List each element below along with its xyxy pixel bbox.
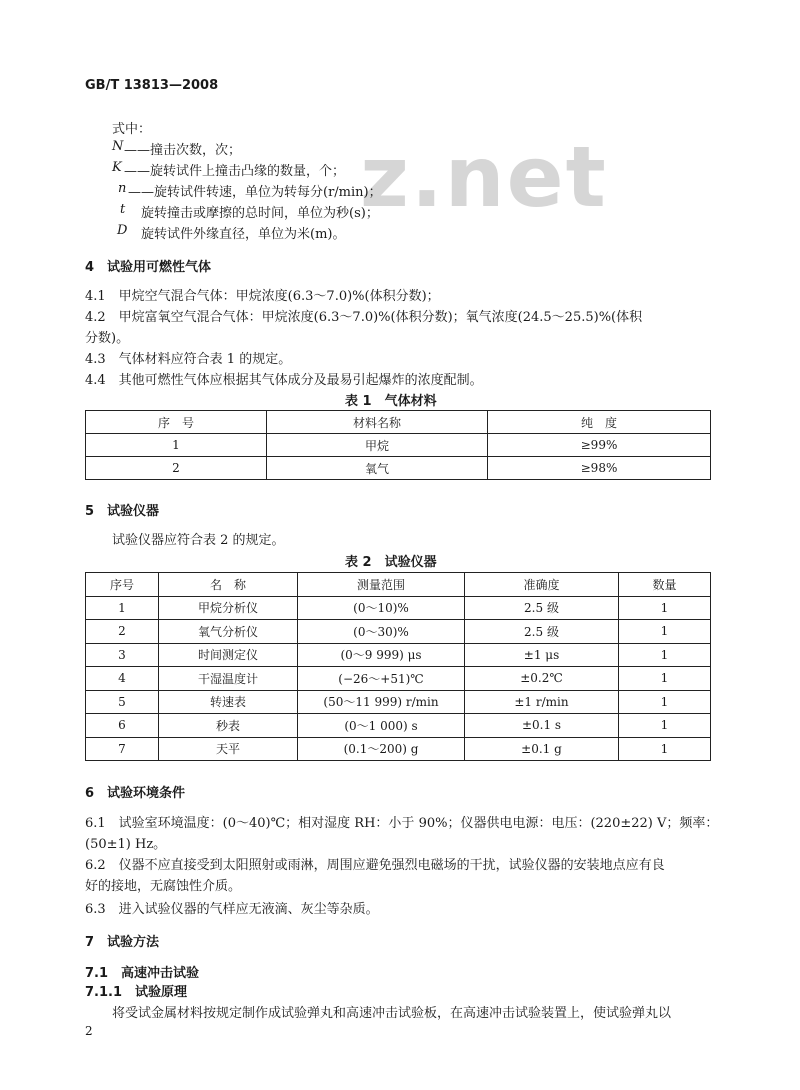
table-cell: 1 [619,714,711,738]
table-cell: ±0.1 g [465,737,619,761]
clause-6-2: 6.2 仪器不应直接受到太阳照射或雨淋，周围应避免强烈电磁场的干扰，试验仪器的安装地点应有良 [85,858,665,873]
page-number: 2 [85,1024,93,1038]
table-cell: 转速表 [159,690,298,714]
table-row [86,714,711,738]
var-description: ——旋转试件上撞击凸缘的数量，个； [124,164,346,179]
clause-7-1-heading: 7.1 高速冲击试验 [85,966,200,981]
var-symbol: D [117,223,128,238]
table-header-row [86,411,711,434]
table-cell: ≥98% [488,457,711,480]
clause-4-2-continued: 分数)。 [85,331,130,346]
table-cell: 1 [619,690,711,714]
section-7-heading: 7 试验方法 [85,935,160,950]
var-description: ——撞击次数，次； [124,143,242,158]
clause-7-1-1-text: 将受试金属材料按规定制作成试验弹丸和高速冲击试验板，在高速冲击试验装置上，使试验弹丸以 [112,1006,672,1021]
table-cell: (50～11 999) r/min [298,690,465,714]
table-cell: 甲烷分析仪 [159,596,298,620]
table-cell: 6 [86,714,159,738]
column-header: 材料名称 [267,411,488,434]
var-symbol: N [112,139,124,154]
table-1-caption: 表 1 气体材料 [345,394,437,409]
table-cell: 4 [86,667,159,691]
section-6-heading: 6 试验环境条件 [85,786,186,801]
table-cell: 7 [86,737,159,761]
column-header: 名 称 [159,573,298,597]
table-cell: 1 [619,596,711,620]
var-symbol: t [120,202,126,217]
clause-4-4: 4.4 其他可燃性气体应根据其气体成分及最易引起爆炸的浓度配制。 [85,373,483,388]
table-cell: ±1 μs [465,643,619,667]
formula-where-label: 式中： [112,122,152,137]
table-row [86,596,711,620]
table-cell: (0～10)% [298,596,465,620]
column-header: 纯 度 [488,411,711,434]
table-cell: 1 [619,643,711,667]
table-cell: 秒表 [159,714,298,738]
table-cell: 2.5 级 [465,620,619,644]
table-cell: 干湿温度计 [159,667,298,691]
table-cell: ≥99% [488,434,711,457]
table-cell: 氧气分析仪 [159,620,298,644]
var-symbol: n [118,181,127,196]
table-row [86,620,711,644]
var-symbol: K [112,160,122,175]
table-cell: 3 [86,643,159,667]
column-header: 序号 [86,573,159,597]
var-description: 旋转撞击或摩擦的总时间，单位为秒(s)； [141,206,379,221]
table-cell: (−26～+51)℃ [298,667,465,691]
table-cell: 2 [86,457,267,480]
column-header: 准确度 [465,573,619,597]
table-cell: ±0.1 s [465,714,619,738]
test-instruments-table [85,572,711,761]
table-cell: (0～30)% [298,620,465,644]
table-cell: 2.5 级 [465,596,619,620]
standard-header: GB/T 13813—2008 [85,78,219,93]
table-cell: 5 [86,690,159,714]
section-5-text: 试验仪器应符合表 2 的规定。 [112,533,285,548]
table-row [86,434,711,457]
table-cell: 1 [86,434,267,457]
table-cell: ±0.2℃ [465,667,619,691]
table-cell: ±1 r/min [465,690,619,714]
table-cell: 1 [619,737,711,761]
table-cell: (0～9 999) μs [298,643,465,667]
table-cell: 天平 [159,737,298,761]
clause-6-1: 6.1 试验室环境温度：(0～40)℃；相对湿度 RH：小于 90%；仪器供电电源：电压：(220±22) V；频率： [85,816,719,831]
clause-6-3: 6.3 进入试验仪器的气样应无液滴、灰尘等杂质。 [85,902,379,917]
table-2-caption: 表 2 试验仪器 [345,555,437,570]
table-cell: (0～1 000) s [298,714,465,738]
table-row [86,457,711,480]
table-row [86,737,711,761]
table-cell: 氧气 [267,457,488,480]
clause-4-2: 4.2 甲烷富氧空气混合气体：甲烷浓度(6.3～7.0)%(体积分数)；氧气浓度(24.5～25.5)%(体积 [85,310,643,325]
table-header-row [86,573,711,597]
var-description: 旋转试件外缘直径，单位为米(m)。 [141,227,346,242]
table-cell: 时间测定仪 [159,643,298,667]
clause-6-2-continued: 好的接地，无腐蚀性介质。 [85,879,242,894]
clause-7-1-1-heading: 7.1.1 试验原理 [85,985,188,1000]
section-5-heading: 5 试验仪器 [85,504,160,519]
table-cell: 1 [619,620,711,644]
table-cell: 1 [619,667,711,691]
column-header: 测量范围 [298,573,465,597]
watermark: z.net [360,128,608,226]
table-cell: (0.1～200) g [298,737,465,761]
gas-materials-table [85,410,711,480]
section-4-heading: 4 试验用可燃性气体 [85,260,212,275]
table-row [86,667,711,691]
clause-4-3: 4.3 气体材料应符合表 1 的规定。 [85,352,292,367]
table-cell: 甲烷 [267,434,488,457]
clause-6-1-continued: (50±1) Hz。 [85,837,167,852]
column-header: 序 号 [86,411,267,434]
clause-4-1: 4.1 甲烷空气混合气体：甲烷浓度(6.3～7.0)%(体积分数)； [85,289,440,304]
var-description: ——旋转试件转速，单位为转每分(r/min)； [128,185,382,200]
table-cell: 2 [86,620,159,644]
table-cell: 1 [86,596,159,620]
column-header: 数量 [619,573,711,597]
table-row [86,643,711,667]
table-row [86,690,711,714]
